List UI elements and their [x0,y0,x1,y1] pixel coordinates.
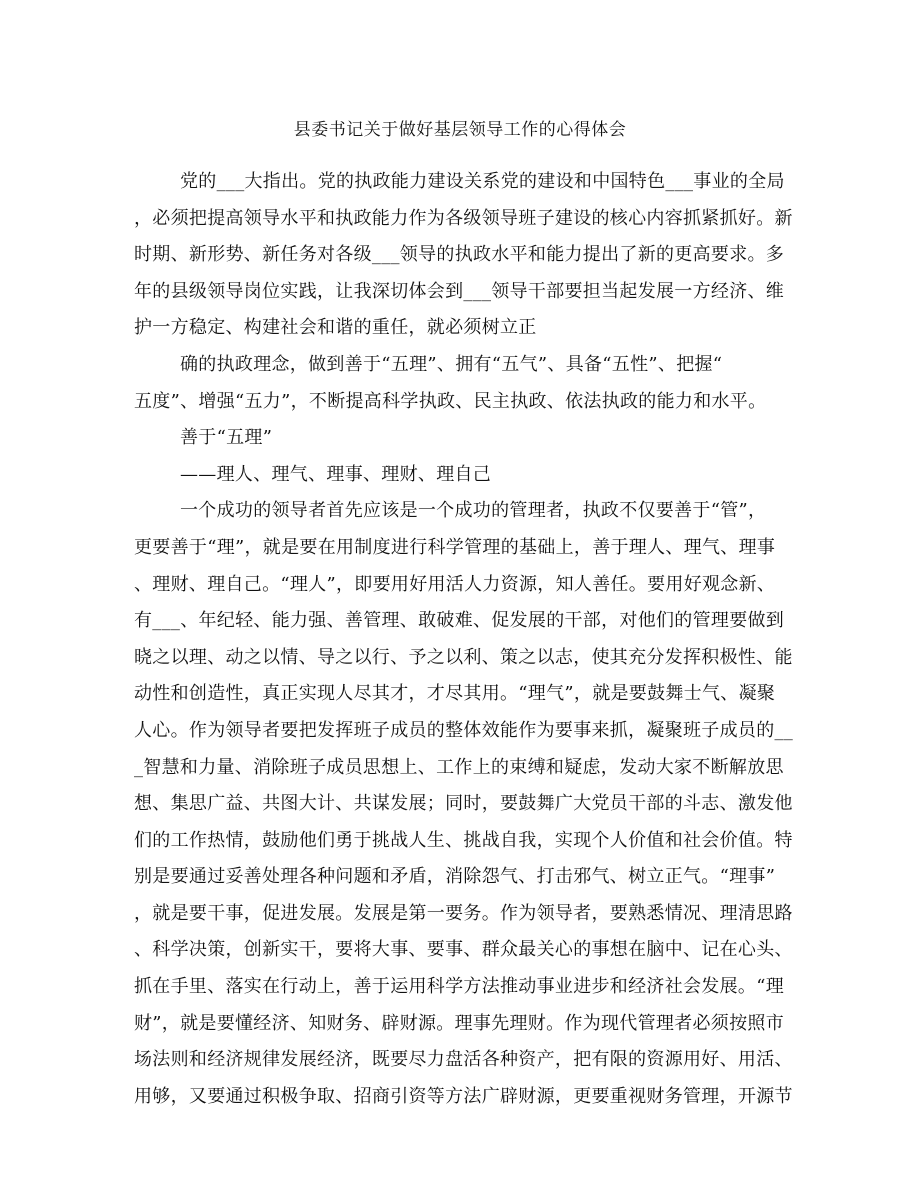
text-line: 晓之以理、动之以情、导之以行、予之以利、策之以志，使其充分发挥积极性、能 [134,646,793,668]
text-line: 善于“五理” [180,427,273,449]
text-line: ，必须把提高领导水平和执政能力作为各级领导班子建设的核心内容抓紧抓好。新 [134,207,793,229]
text-line: 年的县级领导岗位实践，让我深切体会到___领导干部要担当起发展一方经济、维 [134,280,785,302]
text-line: 党的___大指出。党的执政能力建设关系党的建设和中国特色___事业的全局 [180,171,785,192]
text-line: 、理财、理自己。“理人”，即要用好用活人力资源，知人善任。要用好观念新、 [134,573,776,595]
document-title: 县委书记关于做好基层领导工作的心得体会 [293,120,627,140]
text-line: 们的工作热情，鼓励他们勇于挑战人生、挑战自我，实现个人价值和社会价值。特 [134,829,793,851]
text-line: 更要善于“理”，就是要在用制度进行科学管理的基础上，善于理人、理气、理事 [134,536,776,558]
text-line: 确的执政理念，做到善于“五理”、拥有“五气”、具备“五性”、把握“ [180,353,723,375]
text-line: 时期、新形势、新任务对各级___领导的执政水平和能力提出了新的更高要求。多 [134,244,785,266]
text-line: 财”，就是要懂经济、知财务、辟财源。理事先理财。作为现代管理者必须按照市 [134,1012,784,1034]
text-line: 动性和创造性，真正实现人尽其才，才尽其用。“理气”，就是要鼓舞士气、凝聚 [134,683,776,705]
text-line: 场法则和经济规律发展经济，既要尽力盘活各种资产，把有限的资源用好、用活、 [134,1049,793,1071]
text-line: 想、集思广益、共图大计、共谋发展；同时，要鼓舞广大党员干部的斗志、激发他 [134,793,793,815]
text-line: 人心。作为领导者要把发挥班子成员的整体效能作为要事来抓，凝聚班子成员的__ [134,719,794,741]
text-line: 抓在手里、落实在行动上，善于运用科学方法推动事业进步和经济社会发展。“理 [134,976,784,998]
text-line: 五度”、增强“五力”，不断提高科学执政、民主执政、依法执政的能力和水平。 [134,390,767,412]
document-body [134,164,794,1115]
text-line: ，就是要干事，促进发展。发展是第一要务。作为领导者，要熟悉情况、理清思路 [134,902,793,924]
text-line: _智慧和力量、消除班子成员思想上、工作上的束缚和疑虑，发动大家不断解放思 [134,756,784,778]
text-line: ——理人、理气、理事、理财、理自己 [180,463,492,485]
text-line: 用够，又要通过积极争取、招商引资等方法广辟财源，更要重视财务管理，开源节 [134,1085,793,1107]
text-line: 一个成功的领导者首先应该是一个成功的管理者，执政不仅要善于“管”， [180,500,767,522]
text-line: 有___、年纪轻、能力强、善管理、敢破难、促发展的干部，对他们的管理要做到 [134,610,785,632]
text-line: 别是要通过妥善处理各种问题和矛盾，消除怨气、打击邪气、树立正气。“理事” [134,866,776,888]
text-line: 、科学决策，创新实干，要将大事、要事、群众最关心的事想在脑中、记在心头、 [134,939,793,961]
text-line: 护一方稳定、构建社会和谐的重任，就必须树立正 [134,317,537,339]
